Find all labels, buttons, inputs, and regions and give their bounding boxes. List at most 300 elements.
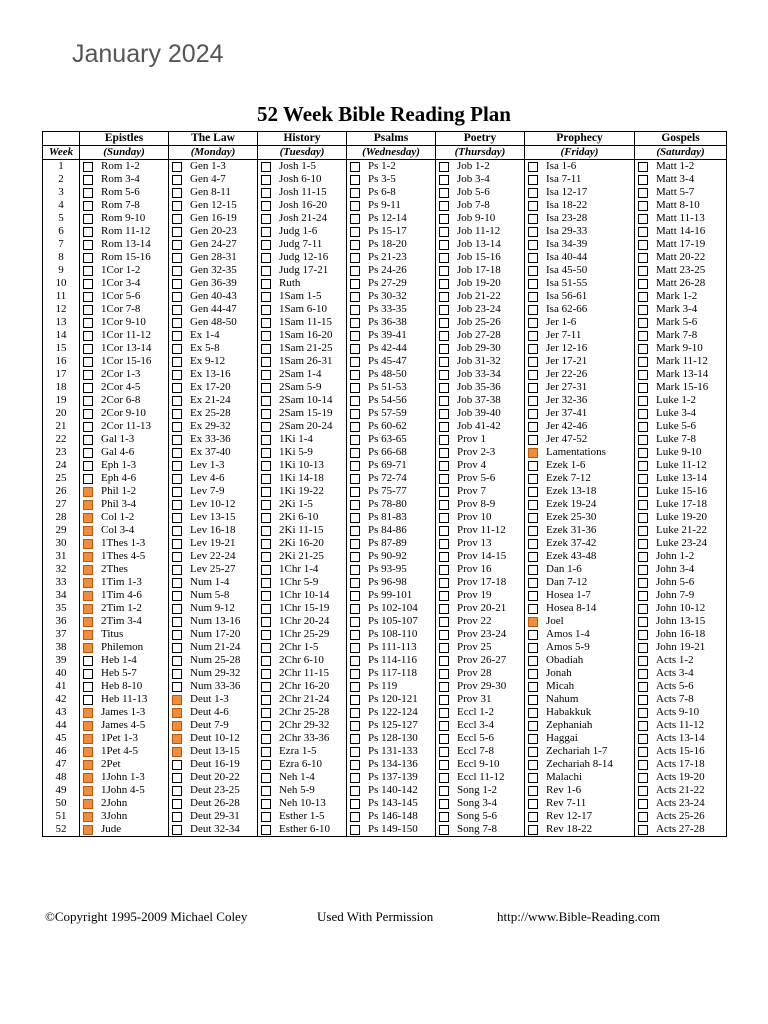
reading-checkbox[interactable] xyxy=(83,617,93,627)
reading-checkbox[interactable] xyxy=(83,630,93,640)
reading-checkbox[interactable] xyxy=(638,526,648,536)
reading-checkbox[interactable] xyxy=(172,734,182,744)
reading-checkbox[interactable] xyxy=(83,331,93,341)
reading-checkbox[interactable] xyxy=(350,383,360,393)
reading-checkbox[interactable] xyxy=(261,253,271,263)
reading-checkbox[interactable] xyxy=(350,448,360,458)
reading-checkbox[interactable] xyxy=(172,708,182,718)
reading-checkbox[interactable] xyxy=(439,708,449,718)
reading-checkbox[interactable] xyxy=(83,188,93,198)
reading-checkbox[interactable] xyxy=(528,500,538,510)
reading-checkbox[interactable] xyxy=(350,240,360,250)
reading-checkbox[interactable] xyxy=(172,669,182,679)
reading-checkbox[interactable] xyxy=(83,786,93,796)
reading-checkbox[interactable] xyxy=(83,357,93,367)
reading-checkbox[interactable] xyxy=(439,760,449,770)
reading-checkbox[interactable] xyxy=(528,578,538,588)
reading-checkbox[interactable] xyxy=(528,760,538,770)
reading-checkbox[interactable] xyxy=(528,292,538,302)
reading-checkbox[interactable] xyxy=(350,318,360,328)
reading-checkbox[interactable] xyxy=(83,500,93,510)
reading-checkbox[interactable] xyxy=(350,214,360,224)
reading-checkbox[interactable] xyxy=(83,409,93,419)
reading-checkbox[interactable] xyxy=(528,383,538,393)
reading-checkbox[interactable] xyxy=(528,370,538,380)
reading-checkbox[interactable] xyxy=(172,461,182,471)
reading-checkbox[interactable] xyxy=(638,240,648,250)
reading-checkbox[interactable] xyxy=(172,318,182,328)
reading-checkbox[interactable] xyxy=(439,773,449,783)
reading-checkbox[interactable] xyxy=(439,526,449,536)
reading-checkbox[interactable] xyxy=(261,162,271,172)
reading-checkbox[interactable] xyxy=(439,682,449,692)
reading-checkbox[interactable] xyxy=(439,201,449,211)
reading-checkbox[interactable] xyxy=(261,539,271,549)
reading-checkbox[interactable] xyxy=(172,370,182,380)
reading-checkbox[interactable] xyxy=(439,734,449,744)
reading-checkbox[interactable] xyxy=(261,708,271,718)
reading-checkbox[interactable] xyxy=(261,487,271,497)
reading-checkbox[interactable] xyxy=(528,175,538,185)
reading-checkbox[interactable] xyxy=(638,435,648,445)
reading-checkbox[interactable] xyxy=(350,747,360,757)
reading-checkbox[interactable] xyxy=(528,357,538,367)
reading-checkbox[interactable] xyxy=(350,175,360,185)
reading-checkbox[interactable] xyxy=(83,539,93,549)
reading-checkbox[interactable] xyxy=(439,513,449,523)
reading-checkbox[interactable] xyxy=(261,396,271,406)
reading-checkbox[interactable] xyxy=(350,500,360,510)
reading-checkbox[interactable] xyxy=(638,305,648,315)
reading-checkbox[interactable] xyxy=(439,487,449,497)
reading-checkbox[interactable] xyxy=(528,266,538,276)
reading-checkbox[interactable] xyxy=(638,734,648,744)
reading-checkbox[interactable] xyxy=(83,825,93,835)
reading-checkbox[interactable] xyxy=(528,552,538,562)
reading-checkbox[interactable] xyxy=(172,604,182,614)
reading-checkbox[interactable] xyxy=(350,266,360,276)
reading-checkbox[interactable] xyxy=(638,383,648,393)
reading-checkbox[interactable] xyxy=(638,695,648,705)
reading-checkbox[interactable] xyxy=(350,461,360,471)
reading-checkbox[interactable] xyxy=(172,565,182,575)
reading-checkbox[interactable] xyxy=(528,188,538,198)
reading-checkbox[interactable] xyxy=(528,279,538,289)
reading-checkbox[interactable] xyxy=(638,292,648,302)
reading-checkbox[interactable] xyxy=(83,461,93,471)
reading-checkbox[interactable] xyxy=(638,643,648,653)
reading-checkbox[interactable] xyxy=(350,578,360,588)
reading-checkbox[interactable] xyxy=(350,435,360,445)
reading-checkbox[interactable] xyxy=(528,422,538,432)
reading-checkbox[interactable] xyxy=(83,240,93,250)
reading-checkbox[interactable] xyxy=(638,474,648,484)
reading-checkbox[interactable] xyxy=(638,357,648,367)
reading-checkbox[interactable] xyxy=(528,786,538,796)
reading-checkbox[interactable] xyxy=(172,760,182,770)
reading-checkbox[interactable] xyxy=(638,253,648,263)
reading-checkbox[interactable] xyxy=(350,591,360,601)
reading-checkbox[interactable] xyxy=(350,643,360,653)
reading-checkbox[interactable] xyxy=(528,617,538,627)
reading-checkbox[interactable] xyxy=(172,227,182,237)
reading-checkbox[interactable] xyxy=(261,357,271,367)
reading-checkbox[interactable] xyxy=(172,162,182,172)
reading-checkbox[interactable] xyxy=(528,656,538,666)
reading-checkbox[interactable] xyxy=(439,565,449,575)
reading-checkbox[interactable] xyxy=(350,617,360,627)
reading-checkbox[interactable] xyxy=(350,526,360,536)
reading-checkbox[interactable] xyxy=(172,786,182,796)
reading-checkbox[interactable] xyxy=(528,643,538,653)
reading-checkbox[interactable] xyxy=(439,240,449,250)
reading-checkbox[interactable] xyxy=(439,747,449,757)
reading-checkbox[interactable] xyxy=(83,669,93,679)
reading-checkbox[interactable] xyxy=(83,565,93,575)
reading-checkbox[interactable] xyxy=(172,526,182,536)
reading-checkbox[interactable] xyxy=(528,708,538,718)
reading-checkbox[interactable] xyxy=(638,331,648,341)
reading-checkbox[interactable] xyxy=(350,409,360,419)
reading-checkbox[interactable] xyxy=(528,669,538,679)
reading-checkbox[interactable] xyxy=(638,214,648,224)
reading-checkbox[interactable] xyxy=(439,422,449,432)
reading-checkbox[interactable] xyxy=(638,760,648,770)
reading-checkbox[interactable] xyxy=(83,487,93,497)
reading-checkbox[interactable] xyxy=(638,409,648,419)
reading-checkbox[interactable] xyxy=(172,656,182,666)
reading-checkbox[interactable] xyxy=(172,721,182,731)
reading-checkbox[interactable] xyxy=(439,253,449,263)
reading-checkbox[interactable] xyxy=(439,214,449,224)
reading-checkbox[interactable] xyxy=(83,318,93,328)
reading-checkbox[interactable] xyxy=(638,708,648,718)
reading-checkbox[interactable] xyxy=(261,825,271,835)
reading-checkbox[interactable] xyxy=(528,747,538,757)
reading-checkbox[interactable] xyxy=(350,162,360,172)
reading-checkbox[interactable] xyxy=(83,591,93,601)
reading-checkbox[interactable] xyxy=(172,773,182,783)
reading-checkbox[interactable] xyxy=(83,435,93,445)
reading-checkbox[interactable] xyxy=(439,591,449,601)
reading-checkbox[interactable] xyxy=(528,305,538,315)
reading-checkbox[interactable] xyxy=(172,409,182,419)
reading-checkbox[interactable] xyxy=(638,448,648,458)
reading-checkbox[interactable] xyxy=(83,760,93,770)
reading-checkbox[interactable] xyxy=(350,565,360,575)
reading-checkbox[interactable] xyxy=(439,500,449,510)
reading-checkbox[interactable] xyxy=(172,630,182,640)
reading-checkbox[interactable] xyxy=(83,734,93,744)
reading-checkbox[interactable] xyxy=(638,630,648,640)
reading-checkbox[interactable] xyxy=(638,318,648,328)
reading-checkbox[interactable] xyxy=(638,513,648,523)
reading-checkbox[interactable] xyxy=(439,357,449,367)
reading-checkbox[interactable] xyxy=(638,370,648,380)
reading-checkbox[interactable] xyxy=(439,175,449,185)
reading-checkbox[interactable] xyxy=(439,552,449,562)
reading-checkbox[interactable] xyxy=(261,461,271,471)
reading-checkbox[interactable] xyxy=(350,396,360,406)
reading-checkbox[interactable] xyxy=(439,188,449,198)
reading-checkbox[interactable] xyxy=(172,396,182,406)
reading-checkbox[interactable] xyxy=(261,513,271,523)
reading-checkbox[interactable] xyxy=(261,682,271,692)
reading-checkbox[interactable] xyxy=(439,695,449,705)
reading-checkbox[interactable] xyxy=(638,266,648,276)
reading-checkbox[interactable] xyxy=(172,266,182,276)
reading-checkbox[interactable] xyxy=(350,539,360,549)
reading-checkbox[interactable] xyxy=(261,240,271,250)
reading-checkbox[interactable] xyxy=(83,344,93,354)
reading-checkbox[interactable] xyxy=(172,578,182,588)
reading-checkbox[interactable] xyxy=(172,292,182,302)
reading-checkbox[interactable] xyxy=(172,357,182,367)
reading-checkbox[interactable] xyxy=(261,578,271,588)
reading-checkbox[interactable] xyxy=(638,500,648,510)
reading-checkbox[interactable] xyxy=(528,331,538,341)
reading-checkbox[interactable] xyxy=(83,552,93,562)
reading-checkbox[interactable] xyxy=(528,604,538,614)
reading-checkbox[interactable] xyxy=(528,487,538,497)
reading-checkbox[interactable] xyxy=(528,539,538,549)
reading-checkbox[interactable] xyxy=(439,799,449,809)
reading-checkbox[interactable] xyxy=(261,201,271,211)
reading-checkbox[interactable] xyxy=(83,578,93,588)
reading-checkbox[interactable] xyxy=(528,682,538,692)
reading-checkbox[interactable] xyxy=(638,279,648,289)
reading-checkbox[interactable] xyxy=(350,825,360,835)
reading-checkbox[interactable] xyxy=(172,695,182,705)
reading-checkbox[interactable] xyxy=(261,734,271,744)
reading-checkbox[interactable] xyxy=(172,682,182,692)
reading-checkbox[interactable] xyxy=(638,552,648,562)
reading-checkbox[interactable] xyxy=(439,344,449,354)
reading-checkbox[interactable] xyxy=(172,175,182,185)
reading-checkbox[interactable] xyxy=(261,383,271,393)
reading-checkbox[interactable] xyxy=(638,227,648,237)
reading-checkbox[interactable] xyxy=(83,708,93,718)
reading-checkbox[interactable] xyxy=(261,526,271,536)
reading-checkbox[interactable] xyxy=(528,435,538,445)
reading-checkbox[interactable] xyxy=(261,786,271,796)
reading-checkbox[interactable] xyxy=(172,539,182,549)
reading-checkbox[interactable] xyxy=(172,331,182,341)
reading-checkbox[interactable] xyxy=(172,253,182,263)
reading-checkbox[interactable] xyxy=(439,643,449,653)
reading-checkbox[interactable] xyxy=(172,513,182,523)
reading-checkbox[interactable] xyxy=(528,526,538,536)
reading-checkbox[interactable] xyxy=(439,604,449,614)
reading-checkbox[interactable] xyxy=(261,370,271,380)
reading-checkbox[interactable] xyxy=(261,279,271,289)
reading-checkbox[interactable] xyxy=(350,812,360,822)
reading-checkbox[interactable] xyxy=(439,786,449,796)
reading-checkbox[interactable] xyxy=(439,383,449,393)
reading-checkbox[interactable] xyxy=(350,513,360,523)
reading-checkbox[interactable] xyxy=(439,305,449,315)
reading-checkbox[interactable] xyxy=(638,682,648,692)
reading-checkbox[interactable] xyxy=(350,292,360,302)
reading-checkbox[interactable] xyxy=(439,825,449,835)
reading-checkbox[interactable] xyxy=(83,747,93,757)
reading-checkbox[interactable] xyxy=(83,526,93,536)
reading-checkbox[interactable] xyxy=(83,643,93,653)
reading-checkbox[interactable] xyxy=(172,617,182,627)
reading-checkbox[interactable] xyxy=(261,422,271,432)
reading-checkbox[interactable] xyxy=(83,422,93,432)
reading-checkbox[interactable] xyxy=(638,578,648,588)
reading-checkbox[interactable] xyxy=(350,279,360,289)
reading-checkbox[interactable] xyxy=(638,591,648,601)
reading-checkbox[interactable] xyxy=(83,253,93,263)
reading-checkbox[interactable] xyxy=(350,708,360,718)
reading-checkbox[interactable] xyxy=(439,396,449,406)
reading-checkbox[interactable] xyxy=(528,799,538,809)
reading-checkbox[interactable] xyxy=(350,331,360,341)
reading-checkbox[interactable] xyxy=(439,630,449,640)
reading-checkbox[interactable] xyxy=(350,487,360,497)
reading-checkbox[interactable] xyxy=(172,643,182,653)
reading-checkbox[interactable] xyxy=(172,825,182,835)
reading-checkbox[interactable] xyxy=(638,747,648,757)
reading-checkbox[interactable] xyxy=(638,825,648,835)
reading-checkbox[interactable] xyxy=(638,422,648,432)
reading-checkbox[interactable] xyxy=(638,617,648,627)
reading-checkbox[interactable] xyxy=(83,396,93,406)
reading-checkbox[interactable] xyxy=(261,604,271,614)
reading-checkbox[interactable] xyxy=(528,721,538,731)
reading-checkbox[interactable] xyxy=(638,162,648,172)
reading-checkbox[interactable] xyxy=(439,331,449,341)
reading-checkbox[interactable] xyxy=(528,591,538,601)
reading-checkbox[interactable] xyxy=(350,227,360,237)
reading-checkbox[interactable] xyxy=(261,227,271,237)
reading-checkbox[interactable] xyxy=(638,539,648,549)
reading-checkbox[interactable] xyxy=(83,201,93,211)
reading-checkbox[interactable] xyxy=(638,487,648,497)
reading-checkbox[interactable] xyxy=(261,656,271,666)
reading-checkbox[interactable] xyxy=(172,435,182,445)
reading-checkbox[interactable] xyxy=(172,305,182,315)
reading-checkbox[interactable] xyxy=(528,812,538,822)
reading-checkbox[interactable] xyxy=(261,474,271,484)
reading-checkbox[interactable] xyxy=(638,656,648,666)
reading-checkbox[interactable] xyxy=(350,552,360,562)
reading-checkbox[interactable] xyxy=(350,370,360,380)
reading-checkbox[interactable] xyxy=(261,591,271,601)
reading-checkbox[interactable] xyxy=(261,305,271,315)
footer-url[interactable]: http://www.Bible-Reading.com xyxy=(497,909,661,924)
reading-checkbox[interactable] xyxy=(83,383,93,393)
reading-checkbox[interactable] xyxy=(439,578,449,588)
reading-checkbox[interactable] xyxy=(439,669,449,679)
reading-checkbox[interactable] xyxy=(350,760,360,770)
reading-checkbox[interactable] xyxy=(350,682,360,692)
reading-checkbox[interactable] xyxy=(528,513,538,523)
reading-checkbox[interactable] xyxy=(261,409,271,419)
reading-checkbox[interactable] xyxy=(261,500,271,510)
reading-checkbox[interactable] xyxy=(439,435,449,445)
reading-checkbox[interactable] xyxy=(261,214,271,224)
reading-checkbox[interactable] xyxy=(261,565,271,575)
reading-checkbox[interactable] xyxy=(528,630,538,640)
reading-checkbox[interactable] xyxy=(350,201,360,211)
reading-checkbox[interactable] xyxy=(439,812,449,822)
reading-checkbox[interactable] xyxy=(261,188,271,198)
reading-checkbox[interactable] xyxy=(528,825,538,835)
reading-checkbox[interactable] xyxy=(528,734,538,744)
reading-checkbox[interactable] xyxy=(638,799,648,809)
reading-checkbox[interactable] xyxy=(172,214,182,224)
reading-checkbox[interactable] xyxy=(528,695,538,705)
reading-checkbox[interactable] xyxy=(83,175,93,185)
reading-checkbox[interactable] xyxy=(172,812,182,822)
reading-checkbox[interactable] xyxy=(83,812,93,822)
reading-checkbox[interactable] xyxy=(83,227,93,237)
reading-checkbox[interactable] xyxy=(439,539,449,549)
reading-checkbox[interactable] xyxy=(439,227,449,237)
reading-checkbox[interactable] xyxy=(638,773,648,783)
reading-checkbox[interactable] xyxy=(83,162,93,172)
reading-checkbox[interactable] xyxy=(261,630,271,640)
reading-checkbox[interactable] xyxy=(172,383,182,393)
reading-checkbox[interactable] xyxy=(350,799,360,809)
reading-checkbox[interactable] xyxy=(261,617,271,627)
reading-checkbox[interactable] xyxy=(261,435,271,445)
reading-checkbox[interactable] xyxy=(83,656,93,666)
reading-checkbox[interactable] xyxy=(350,656,360,666)
reading-checkbox[interactable] xyxy=(172,240,182,250)
reading-checkbox[interactable] xyxy=(528,565,538,575)
reading-checkbox[interactable] xyxy=(261,292,271,302)
reading-checkbox[interactable] xyxy=(439,370,449,380)
reading-checkbox[interactable] xyxy=(83,773,93,783)
reading-checkbox[interactable] xyxy=(172,448,182,458)
reading-checkbox[interactable] xyxy=(83,474,93,484)
reading-checkbox[interactable] xyxy=(172,747,182,757)
reading-checkbox[interactable] xyxy=(439,448,449,458)
reading-checkbox[interactable] xyxy=(439,721,449,731)
reading-checkbox[interactable] xyxy=(261,669,271,679)
reading-checkbox[interactable] xyxy=(528,344,538,354)
reading-checkbox[interactable] xyxy=(350,344,360,354)
reading-checkbox[interactable] xyxy=(638,201,648,211)
reading-checkbox[interactable] xyxy=(439,461,449,471)
reading-checkbox[interactable] xyxy=(528,396,538,406)
reading-checkbox[interactable] xyxy=(350,474,360,484)
reading-checkbox[interactable] xyxy=(528,448,538,458)
reading-checkbox[interactable] xyxy=(83,292,93,302)
reading-checkbox[interactable] xyxy=(261,812,271,822)
reading-checkbox[interactable] xyxy=(83,305,93,315)
reading-checkbox[interactable] xyxy=(261,448,271,458)
reading-checkbox[interactable] xyxy=(83,695,93,705)
reading-checkbox[interactable] xyxy=(528,227,538,237)
reading-checkbox[interactable] xyxy=(172,201,182,211)
reading-checkbox[interactable] xyxy=(638,669,648,679)
reading-checkbox[interactable] xyxy=(638,604,648,614)
reading-checkbox[interactable] xyxy=(172,487,182,497)
reading-checkbox[interactable] xyxy=(172,422,182,432)
reading-checkbox[interactable] xyxy=(528,253,538,263)
reading-checkbox[interactable] xyxy=(261,643,271,653)
reading-checkbox[interactable] xyxy=(172,474,182,484)
reading-checkbox[interactable] xyxy=(439,474,449,484)
reading-checkbox[interactable] xyxy=(528,461,538,471)
reading-checkbox[interactable] xyxy=(261,695,271,705)
reading-checkbox[interactable] xyxy=(83,799,93,809)
